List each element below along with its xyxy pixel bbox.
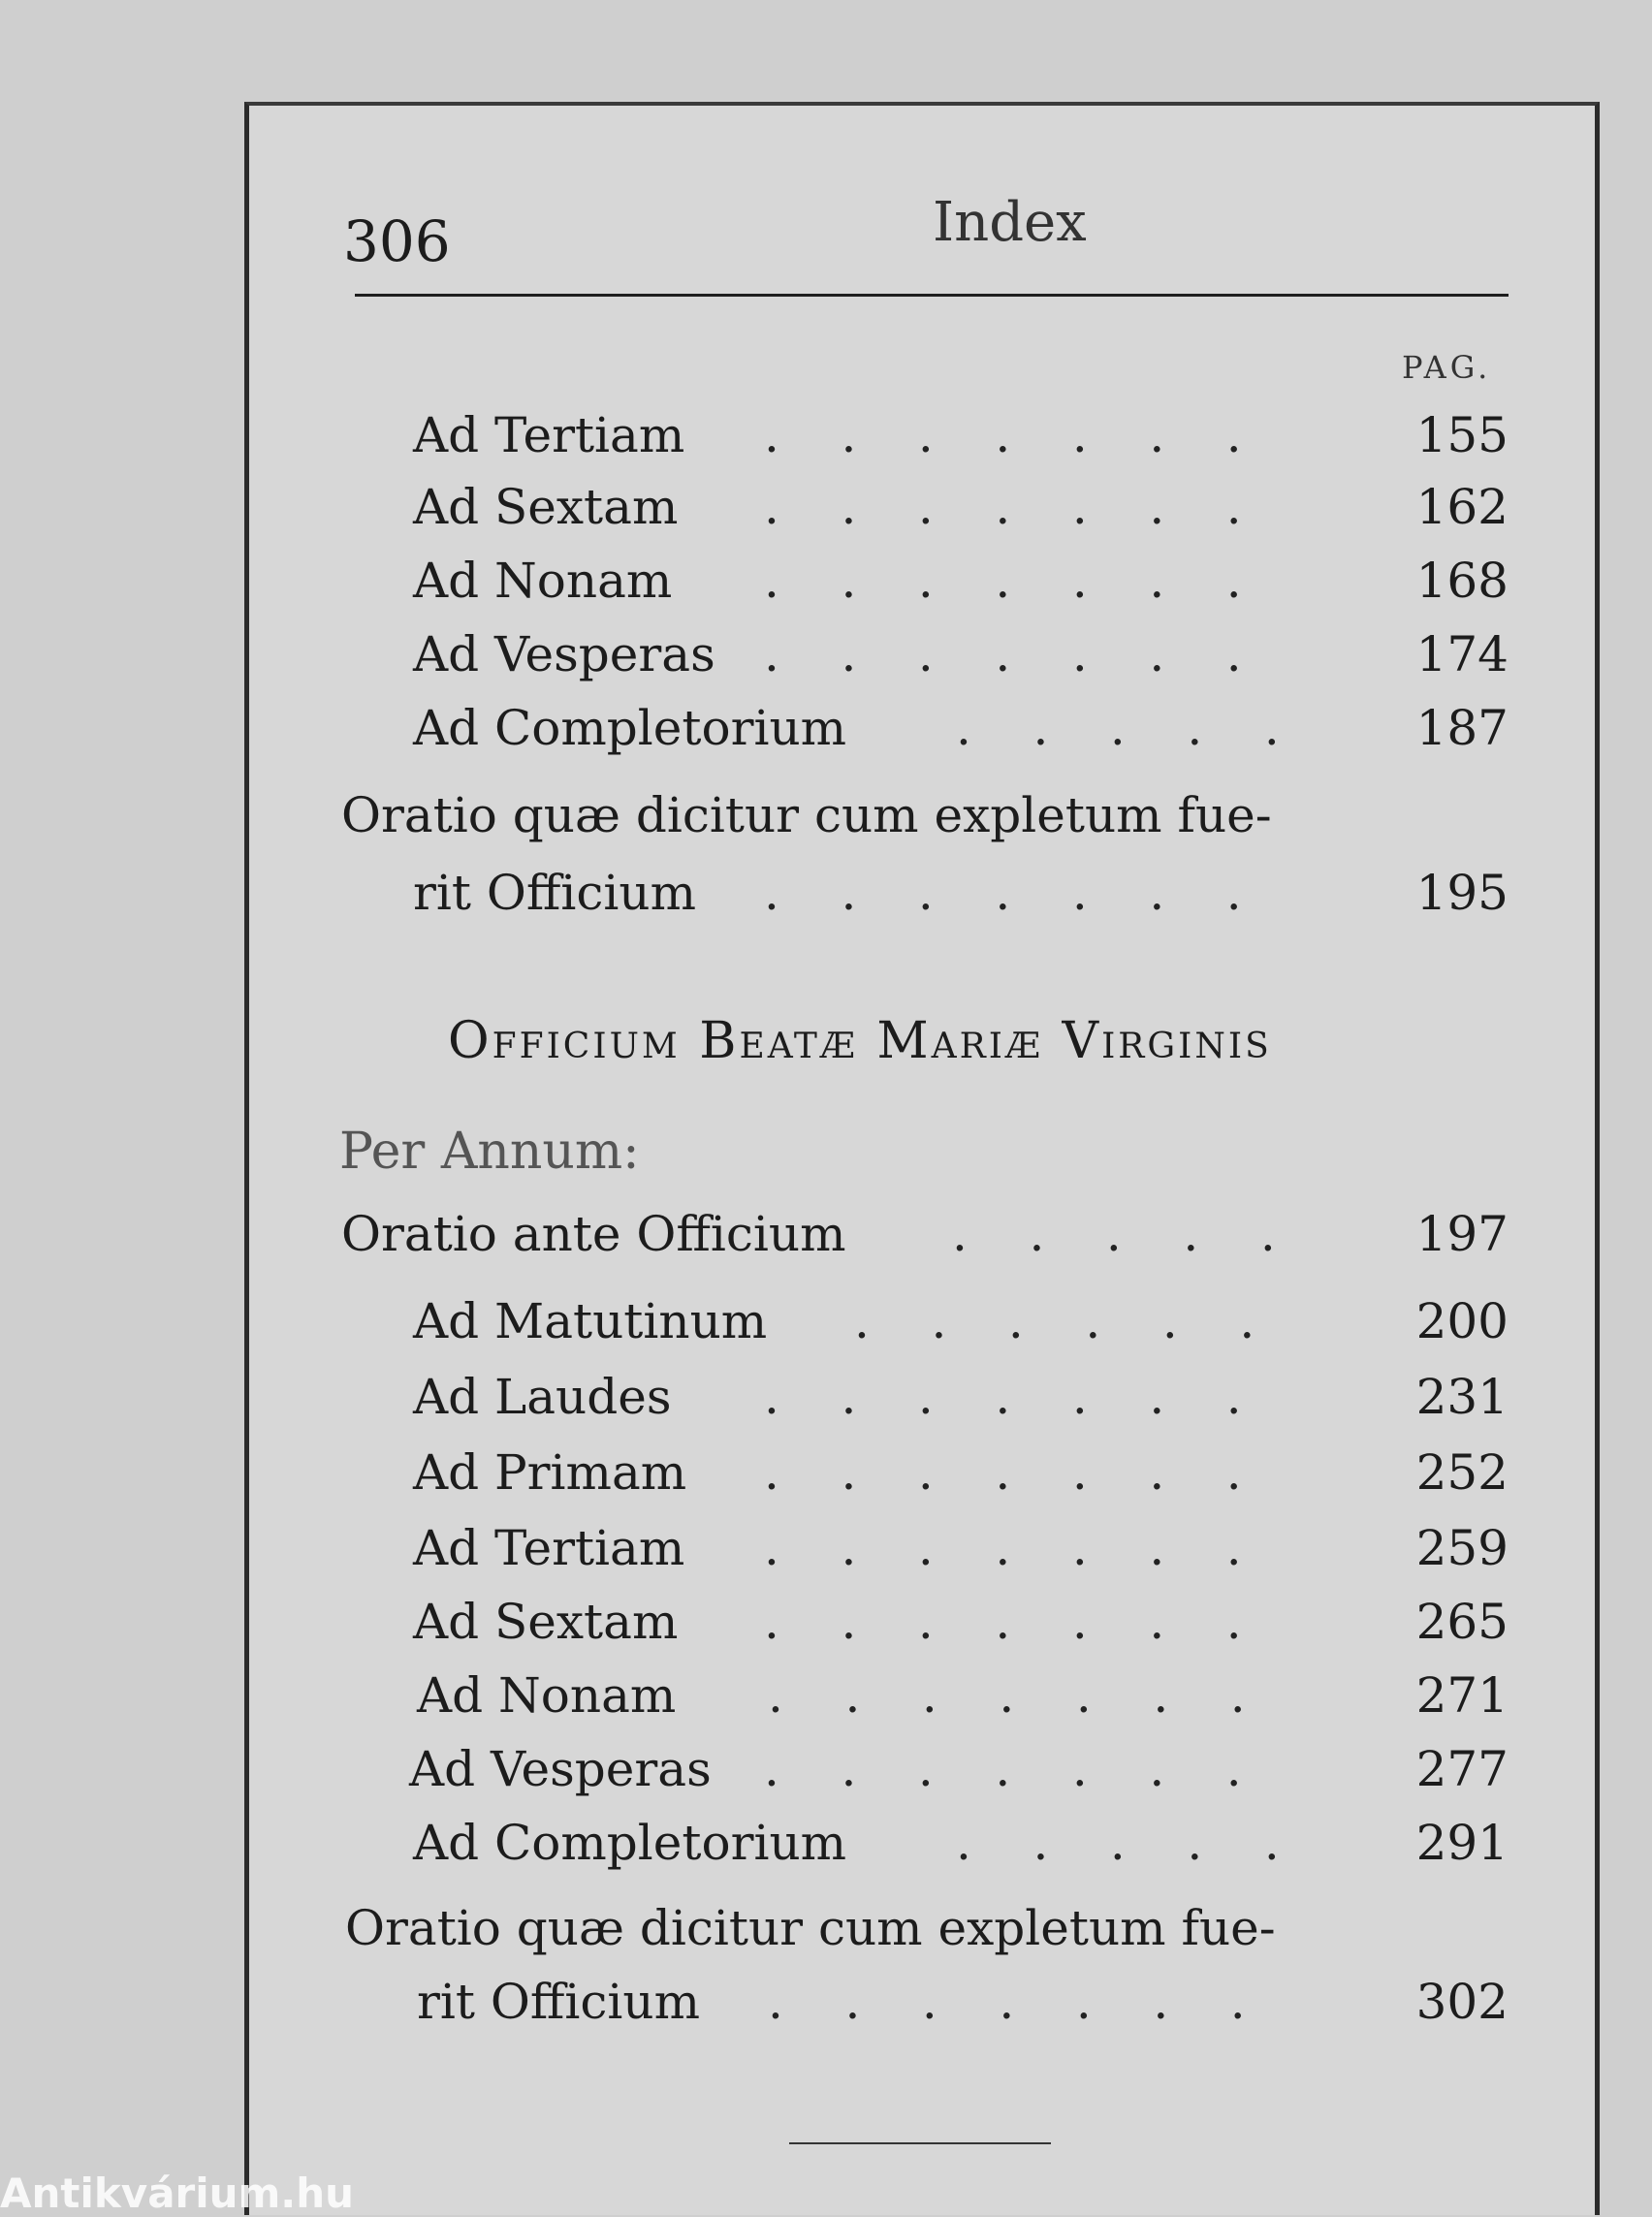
entry-page: 271 <box>1415 1667 1509 1724</box>
entry-label: Ad Vesperas <box>413 626 715 682</box>
header-rule <box>355 294 1509 297</box>
entry-label: Ad Tertiam <box>413 1520 685 1576</box>
entry-page: 277 <box>1415 1741 1509 1797</box>
index-entry: Ad Sextam . . . . . . . 265 <box>413 1594 1509 1650</box>
index-entry: Ad Vesperas . . . . . . . 174 <box>413 626 1509 682</box>
section-heading: Officium Beatæ Mariæ Virginis <box>448 1012 1272 1070</box>
end-rule <box>789 2142 1051 2144</box>
index-entry: rit Officium . . . . . . . 302 <box>417 1974 1509 2030</box>
entry-label: Ad Sextam <box>413 1594 679 1650</box>
entry-label: Ad Tertiam <box>413 407 685 463</box>
index-entry: Ad Matutinum . . . . . . 200 <box>413 1293 1509 1349</box>
index-entry: Ad Sextam . . . . . . . 162 <box>413 479 1509 535</box>
entry-page: 187 <box>1415 700 1509 756</box>
entry-page: 200 <box>1415 1293 1509 1349</box>
index-entry: Oratio ante Officium . . . . . 197 <box>341 1206 1509 1262</box>
entry-page: 252 <box>1415 1444 1509 1501</box>
entry-page: 155 <box>1415 407 1509 463</box>
entry-label: Ad Nonam <box>413 553 673 609</box>
page-number: 306 <box>343 208 451 274</box>
entry-page: 162 <box>1415 479 1509 535</box>
entry-page: 168 <box>1415 553 1509 609</box>
entry-page: 291 <box>1415 1815 1509 1871</box>
entry-label: Ad Nonam <box>417 1667 677 1724</box>
pag-label: PAG. <box>1402 349 1492 386</box>
running-title: Index <box>933 191 1087 254</box>
entry-page: 174 <box>1415 626 1509 682</box>
section-subheading: Per Annum: <box>339 1123 640 1181</box>
entry-label: Ad Completorium <box>413 1815 847 1871</box>
entry-page: 197 <box>1415 1206 1509 1262</box>
entry-page: 195 <box>1415 865 1509 921</box>
index-entry: rit Officium . . . . . . . 195 <box>413 865 1509 921</box>
entry-page: 231 <box>1415 1369 1509 1425</box>
entry-label: Ad Laudes <box>413 1369 672 1425</box>
entry-page: 265 <box>1415 1594 1509 1650</box>
watermark: Antikvárium.hu <box>0 2169 355 2217</box>
entry-label: Ad Matutinum <box>413 1293 768 1349</box>
index-entry: Ad Laudes . . . . . . . 231 <box>413 1369 1509 1425</box>
index-entry: Ad Vesperas . . . . . . . 277 <box>409 1741 1509 1797</box>
entry-page: 302 <box>1415 1974 1509 2030</box>
oratio-line-1: Oratio quæ dicitur cum expletum fue- <box>341 787 1272 843</box>
index-entry: Ad Completorium . . . . . 187 <box>413 700 1509 756</box>
entry-page: 259 <box>1415 1520 1509 1576</box>
index-entry: Ad Primam . . . . . . . 252 <box>413 1444 1509 1501</box>
index-entry: Ad Nonam . . . . . . . 271 <box>417 1667 1509 1724</box>
index-entry: Ad Tertiam . . . . . . . 259 <box>413 1520 1509 1576</box>
oratio-line-1: Oratio quæ dicitur cum expletum fue- <box>345 1900 1276 1956</box>
entry-label: Ad Sextam <box>413 479 679 535</box>
index-entry: Ad Completorium . . . . . 291 <box>413 1815 1509 1871</box>
entry-label: Ad Vesperas <box>409 1741 712 1797</box>
entry-label: Oratio ante Officium <box>341 1206 846 1262</box>
entry-label: Ad Completorium <box>413 700 847 756</box>
index-entry: Ad Nonam . . . . . . . 168 <box>413 553 1509 609</box>
entry-label: Ad Primam <box>413 1444 687 1501</box>
index-entry: Ad Tertiam . . . . . . . 155 <box>413 407 1509 463</box>
entry-label: rit Officium <box>413 865 696 921</box>
entry-label: rit Officium <box>417 1974 700 2030</box>
